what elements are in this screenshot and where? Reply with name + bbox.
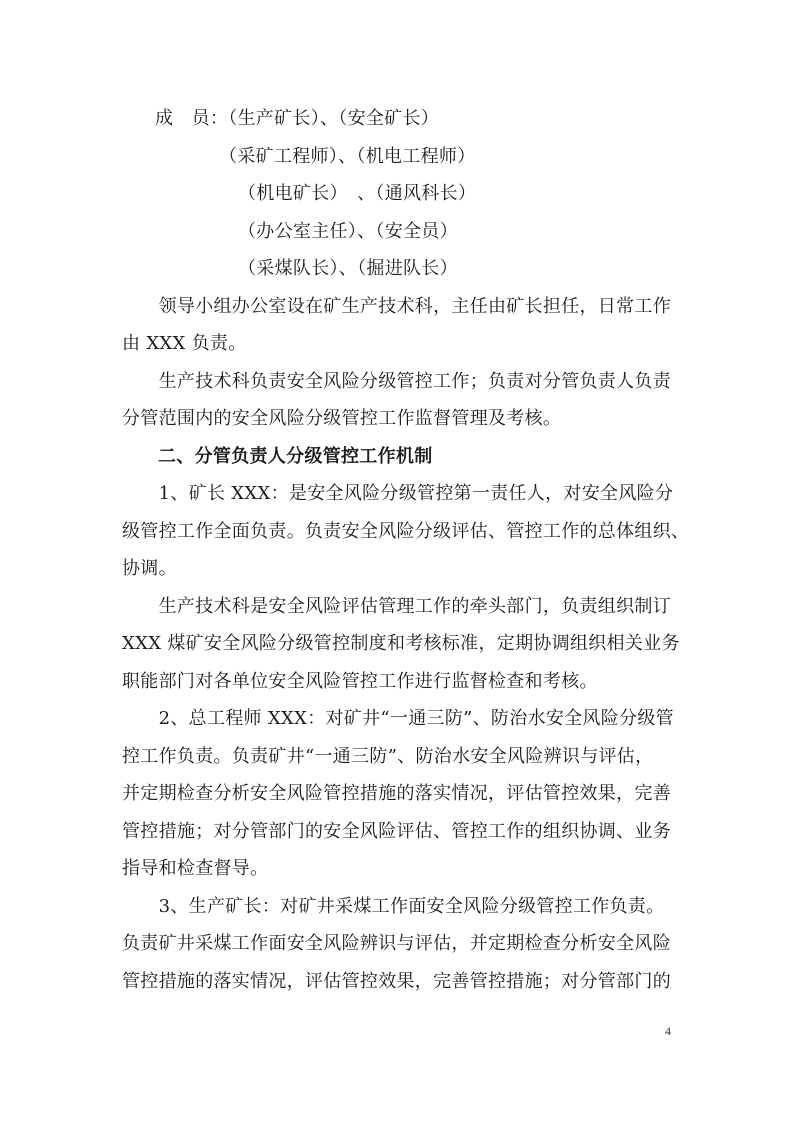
item-2-line-4: 管控措施；对分管部门的安全风险评估、管控工作的组织协调、业务 <box>122 821 671 842</box>
tech-lead-line-1: 生产技术科是安全风险评估管理工作的牵头部门，负责组织制订 <box>122 596 671 617</box>
item-3-line-2: 负责矿井采煤工作面安全风险辨识与评估，并定期检查分析安全风险 <box>122 933 671 954</box>
item-2-line-3: 并定期检查分析安全风险管控措施的落实情况，评估管控效果，完善 <box>122 783 671 804</box>
tech-lead-line-2: XXX 煤矿安全风险分级管控制度和考核标准，定期协调组织相关业务 <box>122 633 680 654</box>
paragraph-office-line-2: 由 XXX 负责。 <box>122 333 247 354</box>
section-heading: 二、分管负责人分级管控工作机制 <box>158 446 433 467</box>
tech-lead-line-3: 职能部门对各单位安全风险管控工作进行监督检查和考核。 <box>122 671 598 692</box>
item-1-line-2: 级管控工作全面负责。负责安全风险分级评估、管控工作的总体组织、 <box>122 521 690 542</box>
page-number: 4 <box>665 1024 671 1038</box>
item-2-line-2: 控工作负责。负责矿井“一通三防”、防治水安全风险辨识与评估， <box>122 746 654 767</box>
members-line-1: （采矿工程师）、（机电工程师） <box>219 146 476 167</box>
members-line-2: （机电矿长） 、（通风科长） <box>238 183 477 204</box>
members-line-3: （办公室主任）、（安全员） <box>238 221 458 242</box>
members-line-4: （采煤队长）、（掘进队长） <box>238 258 458 279</box>
paragraph-office-line-1: 领导小组办公室设在矿生产技术科，主任由矿长担任，日常工作 <box>122 296 671 317</box>
item-2-line-5: 指导和检查督导。 <box>122 858 269 879</box>
item-1-line-3: 协调。 <box>122 558 177 579</box>
item-3-line-1: 3、生产矿长：对矿井采煤工作面安全风险分级管控工作负责。 <box>122 896 665 917</box>
paragraph-tech-line-1: 生产技术科负责安全风险分级管控工作；负责对分管负责人负责 <box>122 371 671 392</box>
members-label-line: 成 员：（生产矿长）、（安全矿长） <box>155 108 440 129</box>
paragraph-tech-line-2: 分管范围内的安全风险分级管控工作监督管理及考核。 <box>122 408 562 429</box>
item-2-line-1: 2、总工程师 XXX：对矿井“一通三防”、防治水安全风险分级管 <box>122 708 674 729</box>
item-1-line-1: 1、矿长 XXX：是安全风险分级管控第一责任人，对安全风险分 <box>122 483 674 504</box>
item-3-line-3: 管控措施的落实情况，评估管控效果，完善管控措施；对分管部门的 <box>122 971 671 992</box>
